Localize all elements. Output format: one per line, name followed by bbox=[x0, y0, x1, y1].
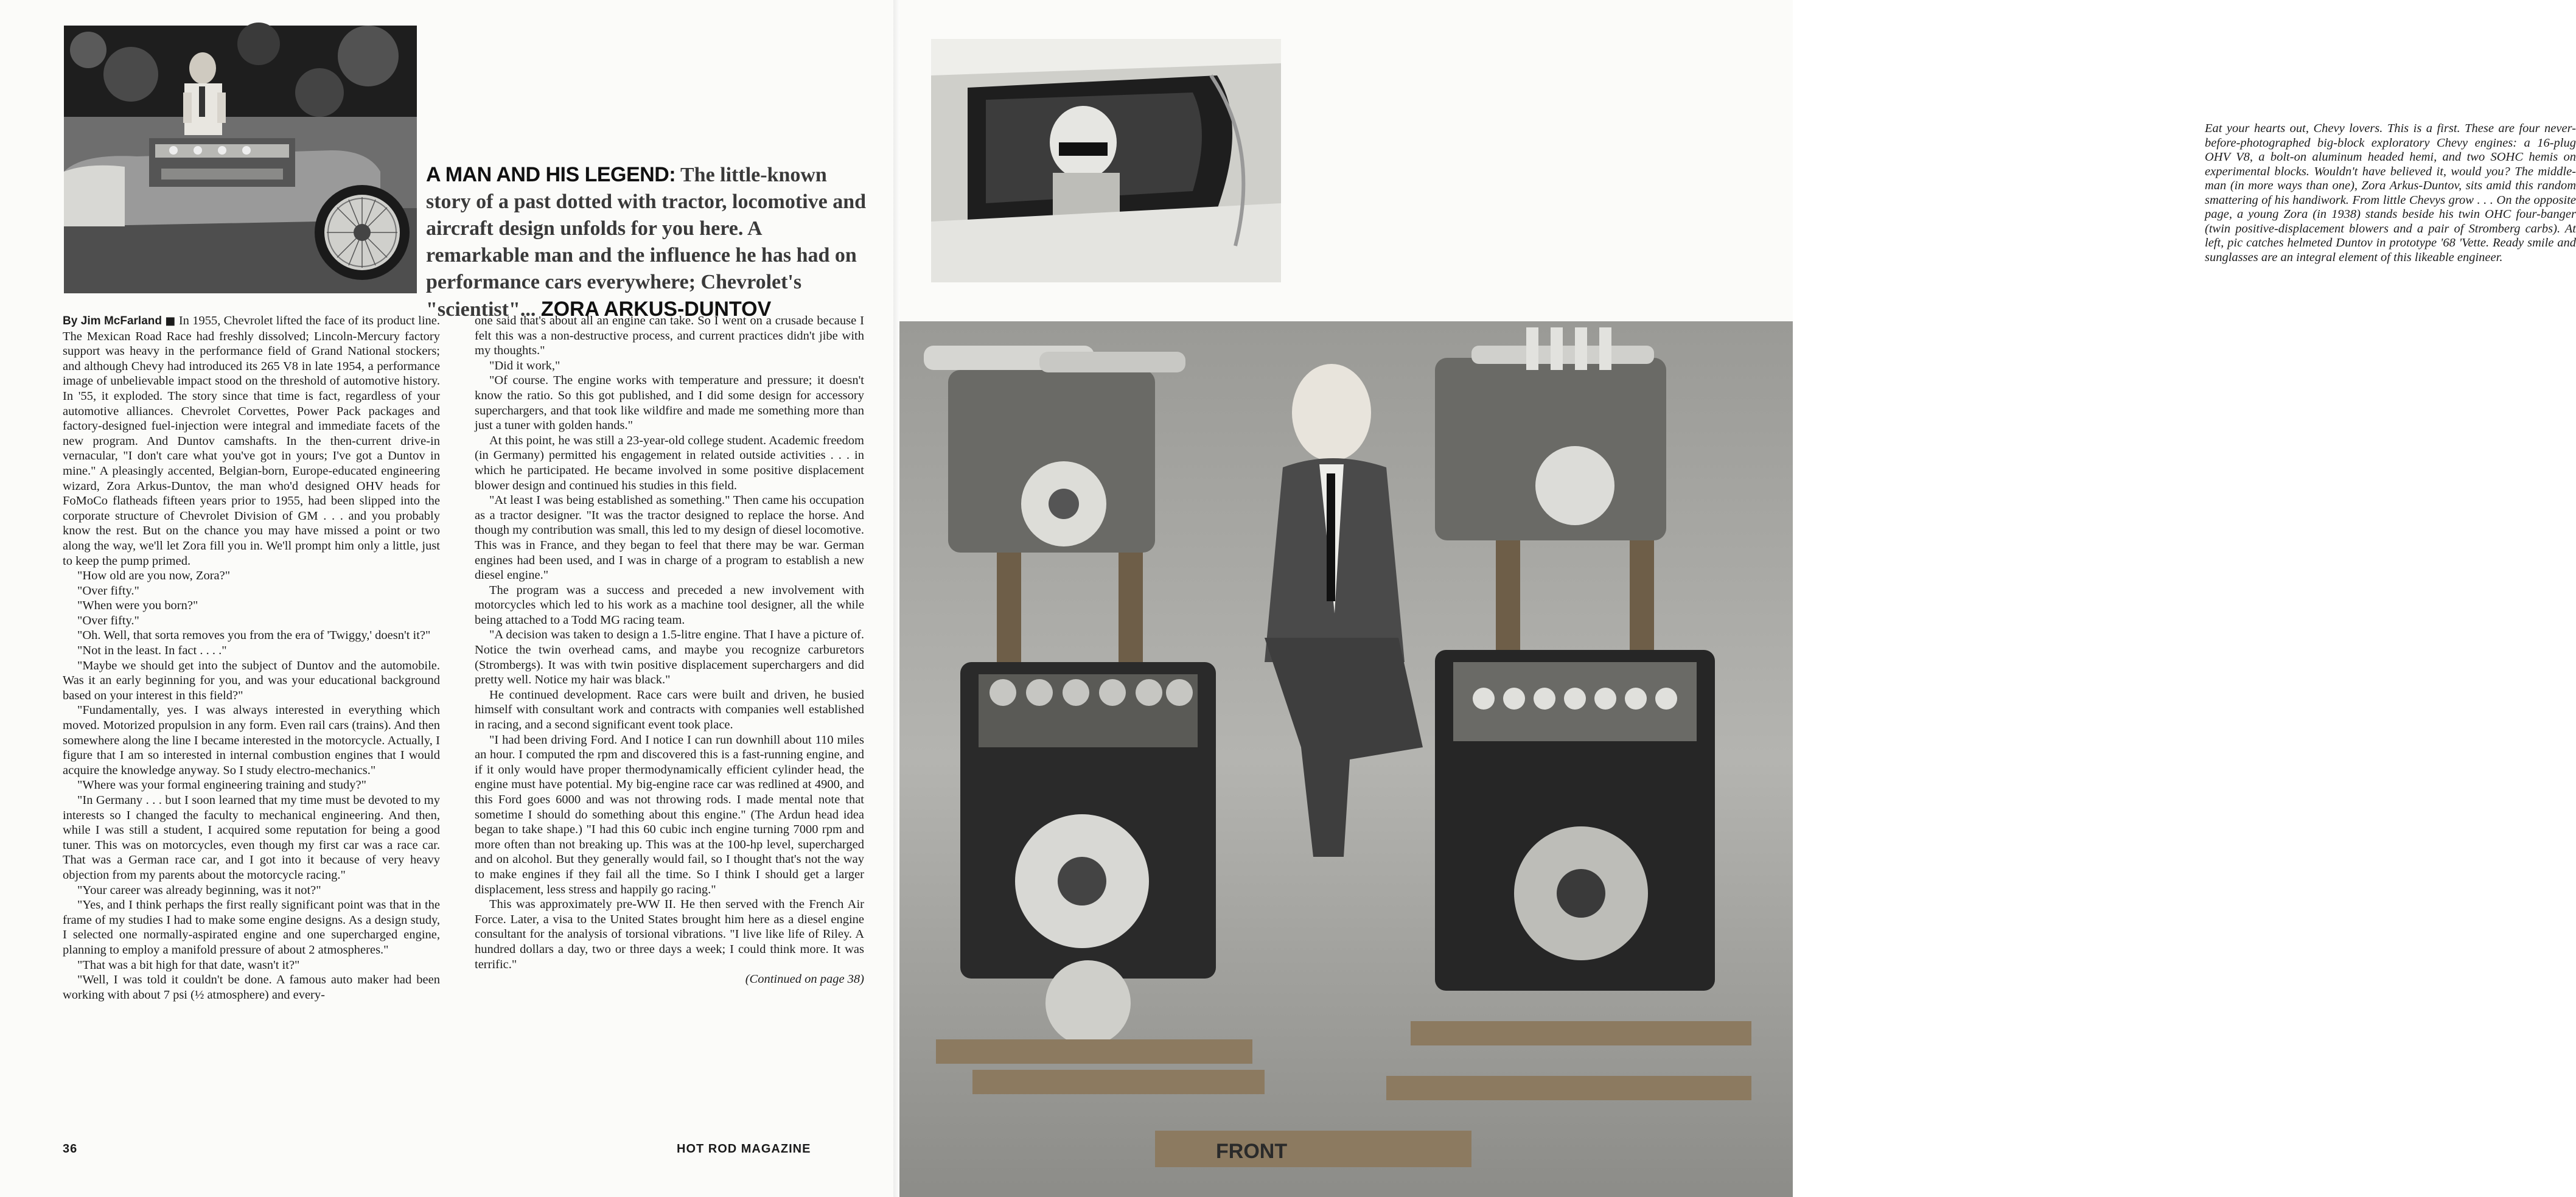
paragraph: "Yes, and I think perhaps the first really significant point was that in the frame of my studies I had to make some engine designs. As a design study, I selected one normally-aspirated engine and one supercharged engine, planning to employ a manifold pressure of about 2 atmospheres." bbox=[63, 898, 440, 957]
photo-duntov-with-four-engines bbox=[899, 321, 1793, 1197]
continued-jump-line: (Continued on page 38) bbox=[745, 972, 864, 986]
square-bullet-icon: ■ bbox=[165, 315, 176, 327]
paragraph: "That was a bit high for that date, wasn't it?" bbox=[77, 958, 300, 972]
paragraph: "In Germany . . . but I soon learned that my time must be devoted to my interests so I changed the faculty to mechanical engineering. And then, while I was still a student, I acquired some reputation for being a good tuner. This was on motorcycles, even though my first car was a race car. That was a German race car, and I got into it because of very heavy objection from my parents about the motorcycle racing." bbox=[63, 794, 440, 882]
pallet-stencil-text: FRONT bbox=[1216, 1140, 1288, 1163]
left-page bbox=[0, 0, 899, 1197]
magazine-name-footer: HOT ROD MAGAZINE bbox=[677, 1142, 811, 1156]
headline-subject: ZORA ARKUS-DUNTOV bbox=[540, 298, 772, 321]
article-headline bbox=[426, 161, 867, 323]
paragraph: "Over fifty." bbox=[77, 584, 139, 598]
paragraph: "When were you born?" bbox=[77, 599, 198, 613]
photo-caption: Eat your hearts out, Chevy lovers. This is a first. These are four never-before-photographed big-block exploratory Chevy engines: a 16-plug OHV V8, a bolt-on aluminum headed hemi, and two SOHC hemis on experimental blocks. Wouldn't have believed it, would you? The middle-man (in more ways than one), Zora Arkus-Duntov, sits amid this random smattering of his handiwork. From little Chevys grow . . . On the opposite page, a young Zora (in 1938) stands beside his twin OHC four-banger (twin positive-displacement blowers and a pair of Stromberg carbs). At left, pic catches helmeted Duntov in prototype '68 'Vette. Ready smile and sunglasses are an integral element of this likeable engineer. bbox=[2205, 122, 2576, 264]
paragraph: "At least I was being established as something." Then came his occupation as a tractor designer. "It was the tractor designed to replace the horse. And though my contribution was small, this led to my design of diesel locomotive. This was in France, and they began to feel that there may be war. German engines had been used, and I was in charge of a program to establish a new diesel engine." bbox=[475, 494, 864, 582]
lead-paragraph bbox=[63, 313, 440, 568]
paragraph: The program was a success and preceded a new involvement with motorcycles which led to his work as a machine tool designer, all the while being attached to a Todd MG racing team. bbox=[475, 583, 864, 627]
paragraph: "Not in the least. In fact . . . ." bbox=[77, 644, 227, 658]
paragraph: In 1955, Chevrolet lifted the face of its product line. The Mexican Road Race had freshly dissolved; Lincoln-Mercury factory support was heavy in the performance field of Grand National stockers; and although Chevy had introduced its 265 V8 in late 1954, a performance image of unbelievable impact stood on the threshold of automotive history. In '55, it exploded. The story since that time is fact, regardless of your automotive alliances. Chevrolet Corvettes, Power Pack packages and factory-designed fuel-injection were integral and immediate facets of the new program. And Duntov camshafts. In the then-current drive-in vernacular, "I don't care what you've got in yours; I've got a Duntov in mine." A pleasingly accented, Belgian-born, Europe-educated engineering wizard, Zora Arkus-Duntov, the man who'd designed OHV heads for FoMoCo flatheads fifteen years prior to 1955, had been slipped into the corporate structure of Chevrolet Division of GM . . . and you probably know the rest. But on the chance you may have missed a point or two along the way, we'll let Zora fill you in. We'll prompt him only a little, just to keep the pump primed. bbox=[63, 314, 441, 568]
headline-dek: The little-known story of a past dotted with tractor, locomotive and aircraft design unfolds for you here. A remarkable man and the influence he has had on performance cars everywhere; Chevrolet's "scientist"... bbox=[426, 164, 867, 321]
paragraph: At this point, he was still a 23-year-old college student. Academic freedom (in Germany) permitted his engagement in related outside activities . . . in which he participated. He became involved in some positive displacement blower design and continued his studies in this field. bbox=[475, 433, 864, 492]
paragraph: "Your career was already beginning, was it not?" bbox=[77, 883, 321, 897]
paragraph: "Fundamentally, yes. I was always interested in everything which moved. Motorized propulsion in any form. Even rail cars (trains). And then somewhere along the line I became interested in the motorcycle. Actually, I figure that I am so interested in internal combustion engines that I would acquire the knowledge anyway. So I study electro-mechanics." bbox=[63, 703, 440, 777]
paragraph: "Maybe we should get into the subject of Duntov and the automobile. Was it an early beginning for you, and was your educational background based on your interest in this field?" bbox=[63, 658, 440, 702]
byline: By Jim McFarland bbox=[63, 315, 162, 327]
right-page bbox=[899, 0, 2576, 1197]
paragraph: "How old are you now, Zora?" bbox=[77, 569, 231, 583]
paragraph: "Oh. Well, that sorta removes you from the era of 'Twiggy,' doesn't it?" bbox=[77, 629, 431, 643]
paragraph: "Over fifty." bbox=[77, 613, 139, 627]
page-number: 36 bbox=[63, 1142, 78, 1156]
paragraph: "Did it work," bbox=[489, 358, 560, 372]
article-column-1 bbox=[63, 313, 440, 1002]
paragraph: This was approximately pre-WW II. He then served with the French Air Force. Later, a visa to the United States brought him here as a diesel engine consultant for the analysis of torsional vibrations. "I live like life of Riley. A hundred dollars a day, two or three days a week; I could think more. It was terrific." bbox=[475, 898, 864, 971]
paragraph: one said that's about all an engine can take. So I went on a crusade because I felt this was a non-destructive process, and current practices didn't jibe with my thoughts." bbox=[475, 314, 864, 358]
headline-kicker: A MAN AND HIS LEGEND: bbox=[426, 163, 676, 186]
paragraph: "Of course. The engine works with temperature and pressure; it doesn't know the ratio. So this got published, and I did some design for accessory superchargers, and that took like wildfire and made me something more than just a tuner with golden hands." bbox=[475, 374, 864, 433]
paragraph: "Where was your formal engineering training and study?" bbox=[77, 778, 366, 792]
photo-young-zora-race-car bbox=[64, 26, 417, 293]
paragraph: "Well, I was told it couldn't be done. A famous auto maker had been working with about 7 psi (½ atmosphere) and every- bbox=[63, 973, 440, 1002]
photo-duntov-in-prototype-vette bbox=[931, 39, 1281, 282]
paragraph: "A decision was taken to design a 1.5-litre engine. That I have a picture of. Notice the twin overhead cams, and maybe you recognize carburetors (Strombergs). It was with twin positive displacement superchargers and did pretty well. Notice my hair was black." bbox=[475, 628, 864, 687]
paragraph: He continued development. Race cars were built and driven, he busied himself with consultant work and contracts with companies well established in racing, and a second significant event took place. bbox=[475, 688, 864, 732]
paragraph: "I had been driving Ford. And I notice I can run downhill about 110 miles an hour. I computed the rpm and discovered this is a fast-running engine, and if it only would have proper thermodynamically efficient cylinder head, the engine must have potential. My big-engine race car was redlined at 4900, and this Ford goes 6000 and was not throwing rods. I made mental note that sometime I should do something about this engine." (The Ardun head idea began to take shape.) "I had this 60 cubic inch engine turning 7000 rpm and more often than not breaking up. This was at the 100-hp level, supercharged and on alcohol. But they generally would fail, so I thought that's not the way to make engines if they fail all the time. So I think I should get a larger displacement, less stress and happily go racing." bbox=[475, 733, 864, 896]
article-column-2 bbox=[475, 313, 864, 987]
